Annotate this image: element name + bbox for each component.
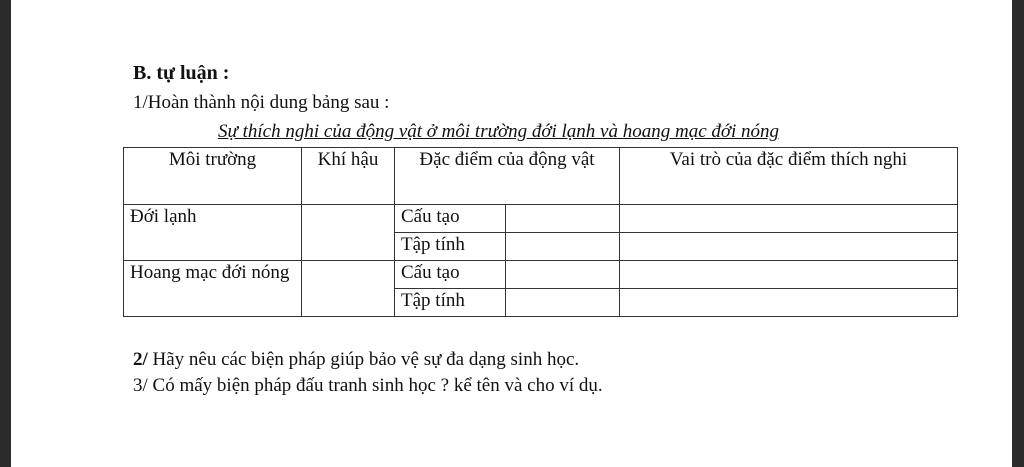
- cell-feature-structure: Cấu tạo: [395, 261, 506, 289]
- table-row: [124, 261, 958, 289]
- header-role: Vai trò của đặc điểm thích nghi: [620, 148, 958, 205]
- section-heading: B. tự luận :: [133, 62, 230, 84]
- header-climate: Khí hậu: [302, 148, 395, 205]
- left-dark-border: [0, 0, 11, 467]
- cell-role-empty: [620, 261, 958, 289]
- cell-role-empty: [620, 289, 958, 317]
- header-environment: Môi trường: [124, 148, 302, 205]
- cell-empty: [506, 233, 620, 261]
- cell-empty: [506, 261, 620, 289]
- question-2-number: 2/: [133, 349, 148, 370]
- cell-environment-cold: Đới lạnh: [124, 205, 302, 261]
- cell-empty: [506, 289, 620, 317]
- table-caption: Sự thích nghi của động vật ở môi trường đới lạnh và hoang mạc đới nóng: [218, 121, 780, 142]
- right-dark-border: [1012, 0, 1024, 467]
- question-3: 3/ Có mấy biện pháp đấu tranh sinh học ? kể tên và cho ví dụ.: [133, 375, 603, 396]
- cell-feature-behavior: Tập tính: [395, 233, 506, 261]
- header-animal-features: Đặc điểm của động vật: [395, 148, 620, 205]
- table-header-row: [124, 148, 958, 205]
- table-row: [124, 205, 958, 233]
- cell-feature-behavior: Tập tính: [395, 289, 506, 317]
- question-1: 1/Hoàn thành nội dung bảng sau :: [133, 92, 390, 113]
- cell-role-empty: [620, 233, 958, 261]
- question-2: [133, 349, 579, 371]
- cell-feature-structure: Cấu tạo: [395, 205, 506, 233]
- cell-environment-desert: Hoang mạc đới nóng: [124, 261, 302, 317]
- cell-empty: [506, 205, 620, 233]
- adaptation-table: [123, 147, 958, 317]
- cell-climate-cold: [302, 205, 395, 261]
- question-2-text: Hãy nêu các biện pháp giúp bảo vệ sự đa dạng sinh học.: [147, 349, 580, 370]
- cell-role-empty: [620, 205, 958, 233]
- cell-climate-desert: [302, 261, 395, 317]
